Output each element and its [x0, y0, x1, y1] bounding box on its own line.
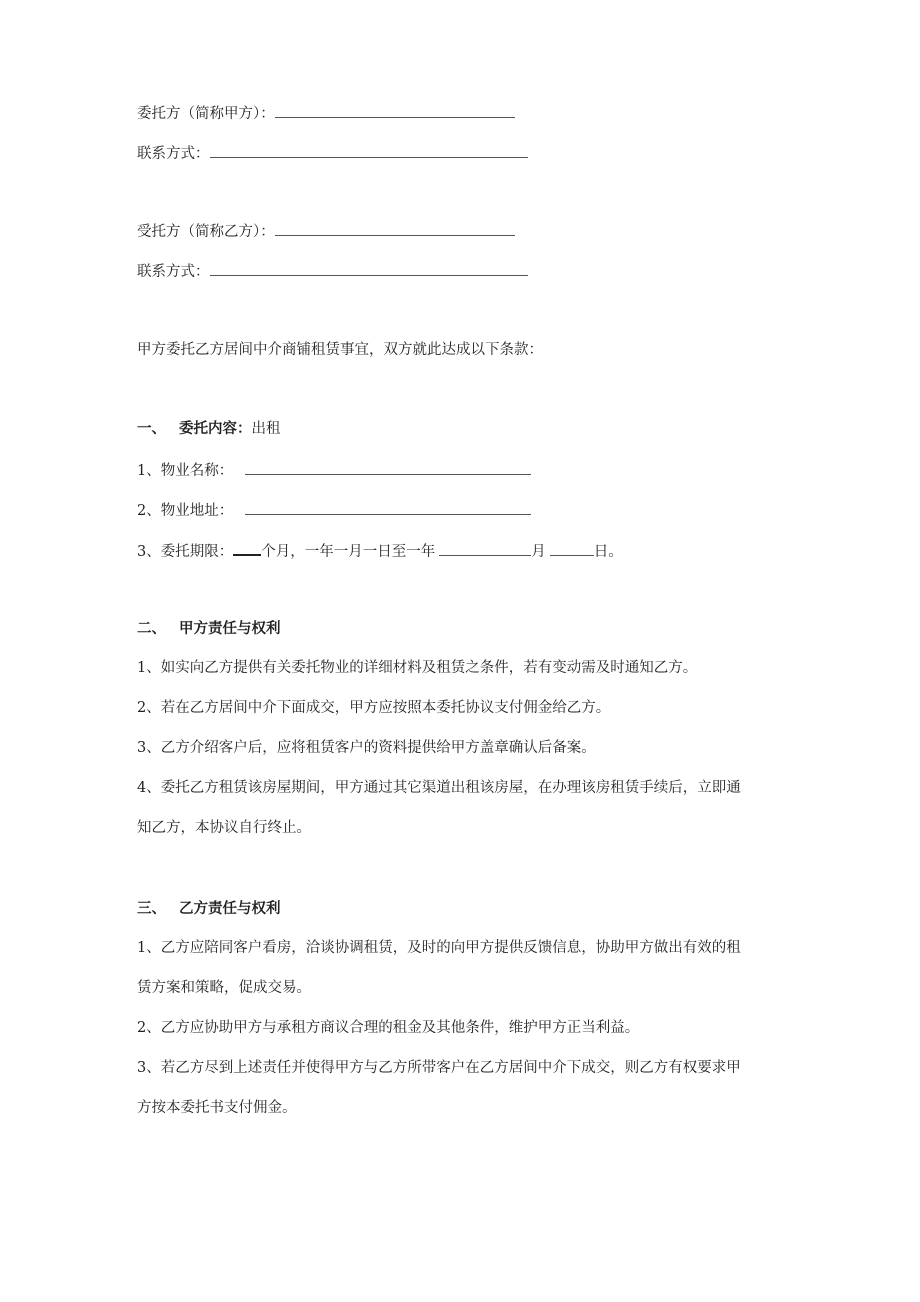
party-b-contact-row — [137, 260, 528, 282]
section2-item: 1、如实向乙方提供有关委托物业的详细材料及租赁之条件，若有变动需及时通知乙方。 — [137, 660, 698, 676]
section3-item: 方按本委托书支付佣金。 — [137, 1100, 297, 1116]
party-a-blank[interactable] — [275, 102, 515, 118]
party-b-label: 受托方（简称乙方）： — [137, 224, 275, 240]
party-a-label: 委托方（简称甲方）： — [137, 106, 275, 122]
section1-number: 一、 — [137, 420, 166, 437]
term-day-text: 日。 — [593, 544, 623, 560]
party-a-contact-row — [137, 142, 528, 164]
term-months-blank[interactable] — [233, 539, 261, 556]
section1-heading — [137, 419, 281, 439]
section1-item-property-name — [137, 459, 531, 481]
property-address-blank[interactable] — [245, 499, 531, 515]
term-end-blank[interactable] — [439, 540, 531, 556]
property-name-blank[interactable] — [245, 459, 531, 475]
term-month-text: 月 — [531, 544, 546, 560]
section3-item: 赁方案和策略，促成交易。 — [137, 980, 311, 996]
term-label: 3、委托期限： — [137, 544, 234, 560]
party-b-blank[interactable] — [275, 220, 515, 236]
section3-item: 2、乙方应协助甲方与承租方商议合理的租金及其他条件，维护甲方正当利益。 — [137, 1020, 640, 1036]
section1-item-property-address — [137, 499, 531, 521]
section2-item: 2、若在乙方居间中介下面成交，甲方应按照本委托协议支付佣金给乙方。 — [137, 700, 611, 716]
property-name-label: 1、物业名称： — [137, 463, 234, 479]
section3-item: 3、若乙方尽到上述责任并使得甲方与乙方所带客户在乙方居间中介下成交，则乙方有权要求甲 — [137, 1060, 741, 1076]
party-a-contact-label: 联系方式： — [137, 146, 210, 162]
section2-heading — [137, 619, 281, 639]
section2-number: 二、 — [137, 620, 166, 637]
party-a-row — [137, 102, 515, 124]
party-b-row — [137, 220, 515, 242]
property-address-label: 2、物业地址： — [137, 503, 234, 519]
section3-title: 乙方责任与权利 — [179, 900, 281, 917]
section1-item-term — [137, 539, 623, 562]
section1-title-value: 出租 — [251, 421, 281, 437]
party-b-contact-label: 联系方式： — [137, 264, 210, 280]
section1-title: 委托内容： — [179, 420, 252, 437]
section3-number: 三、 — [137, 900, 166, 917]
section2-title: 甲方责任与权利 — [179, 620, 281, 637]
party-a-contact-blank[interactable] — [210, 142, 528, 158]
term-day-blank[interactable] — [550, 540, 594, 556]
section2-item: 3、乙方介绍客户后，应将租赁客户的资料提供给甲方盖章确认后备案。 — [137, 740, 596, 756]
section2-item: 知乙方，本协议自行终止。 — [137, 820, 311, 836]
section3-item: 1、乙方应陪同客户看房，洽谈协调租赁，及时的向甲方提供反馈信息，协助甲方做出有效的租 — [137, 940, 741, 956]
section3-heading — [137, 899, 281, 919]
party-b-contact-blank[interactable] — [210, 260, 528, 276]
section2-item: 4、委托乙方租赁该房屋期间，甲方通过其它渠道出租该房屋，在办理该房租赁手续后，立即通 — [137, 780, 741, 796]
term-mid-text: 个月，一年一月一日至一年 — [261, 544, 436, 560]
intro-paragraph: 甲方委托乙方居间中介商铺租赁事宜，双方就此达成以下条款： — [137, 342, 543, 358]
